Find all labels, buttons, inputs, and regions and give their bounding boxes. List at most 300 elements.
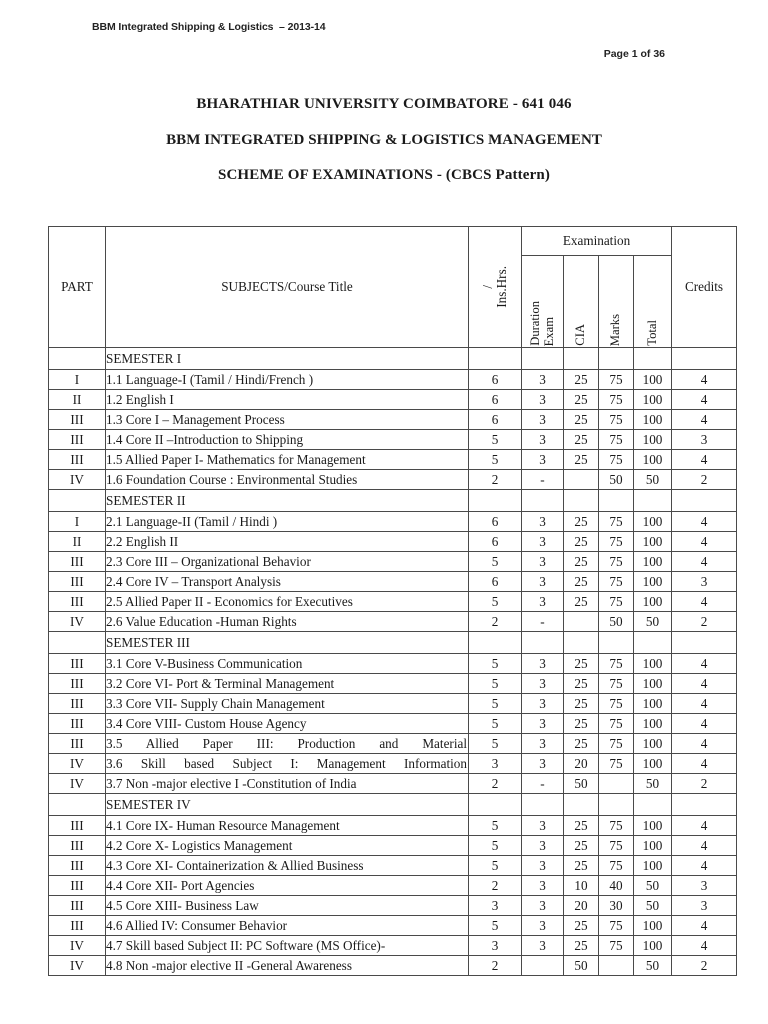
row-total: 100 xyxy=(634,816,672,836)
row-credits: 3 xyxy=(672,896,737,916)
semester-credits-cell xyxy=(672,794,737,816)
row-ins-hrs: 3 xyxy=(469,896,522,916)
table-row xyxy=(49,470,737,490)
row-marks: 75 xyxy=(599,734,634,754)
row-subject-title: 3.3 Core VII- Supply Chain Management xyxy=(106,694,469,714)
row-cia: 25 xyxy=(564,410,599,430)
semester-credits-cell xyxy=(672,490,737,512)
row-subject-title: 2.1 Language-II (Tamil / Hindi ) xyxy=(106,512,469,532)
row-part: III xyxy=(49,896,106,916)
ins-hrs-label: Ins.Hrs. xyxy=(494,266,509,308)
table-row xyxy=(49,856,737,876)
row-part: III xyxy=(49,654,106,674)
row-ins-hrs: 5 xyxy=(469,916,522,936)
row-cia: 25 xyxy=(564,816,599,836)
row-credits: 4 xyxy=(672,836,737,856)
row-part: III xyxy=(49,836,106,856)
row-marks: 75 xyxy=(599,552,634,572)
row-total: 100 xyxy=(634,916,672,936)
table-row xyxy=(49,430,737,450)
row-cia: 25 xyxy=(564,572,599,592)
row-credits: 3 xyxy=(672,572,737,592)
row-exam-duration: 3 xyxy=(522,410,564,430)
row-subject-title: 1.5 Allied Paper I- Mathematics for Management xyxy=(106,450,469,470)
row-marks: 75 xyxy=(599,512,634,532)
row-marks: 75 xyxy=(599,654,634,674)
row-total: 100 xyxy=(634,450,672,470)
row-ins-hrs: 2 xyxy=(469,956,522,976)
row-exam-duration: - xyxy=(522,774,564,794)
row-total: 100 xyxy=(634,694,672,714)
row-credits: 4 xyxy=(672,674,737,694)
semester-ins-hrs-cell xyxy=(469,794,522,816)
row-ins-hrs: 5 xyxy=(469,836,522,856)
row-total: 100 xyxy=(634,654,672,674)
row-credits: 4 xyxy=(672,512,737,532)
semester-marks-cell xyxy=(599,794,634,816)
row-part: IV xyxy=(49,936,106,956)
table-row xyxy=(49,612,737,632)
table-row xyxy=(49,512,737,532)
row-credits: 2 xyxy=(672,774,737,794)
row-ins-hrs: 2 xyxy=(469,876,522,896)
semester-cia-cell xyxy=(564,632,599,654)
row-subject-title: 4.8 Non -major elective II -General Awareness xyxy=(106,956,469,976)
row-marks: 75 xyxy=(599,430,634,450)
column-header-cia xyxy=(564,256,599,348)
column-header-credits: Credits xyxy=(672,227,737,348)
row-total: 100 xyxy=(634,754,672,774)
row-marks xyxy=(599,956,634,976)
row-cia: 25 xyxy=(564,674,599,694)
row-subject-title: 2.6 Value Education -Human Rights xyxy=(106,612,469,632)
row-exam-duration: 3 xyxy=(522,552,564,572)
semester-header-row xyxy=(49,794,737,816)
row-subject-title: 3.2 Core VI- Port & Terminal Management xyxy=(106,674,469,694)
row-cia: 25 xyxy=(564,694,599,714)
row-exam-duration: 3 xyxy=(522,896,564,916)
row-subject-title: 1.4 Core II –Introduction to Shipping xyxy=(106,430,469,450)
column-header-ins-hrs xyxy=(469,227,522,348)
table-row xyxy=(49,592,737,612)
row-subject-title: 4.1 Core IX- Human Resource Management xyxy=(106,816,469,836)
row-ins-hrs: 6 xyxy=(469,410,522,430)
row-total: 50 xyxy=(634,896,672,916)
row-credits: 4 xyxy=(672,532,737,552)
row-marks: 50 xyxy=(599,470,634,490)
semester-total-cell xyxy=(634,794,672,816)
column-header-total xyxy=(634,256,672,348)
title-block xyxy=(0,96,768,184)
row-subject-title: 1.3 Core I – Management Process xyxy=(106,410,469,430)
row-ins-hrs: 5 xyxy=(469,430,522,450)
row-ins-hrs: 5 xyxy=(469,552,522,572)
row-exam-duration: 3 xyxy=(522,694,564,714)
row-exam-duration: 3 xyxy=(522,430,564,450)
row-marks: 75 xyxy=(599,754,634,774)
row-exam-duration: 3 xyxy=(522,654,564,674)
row-marks: 50 xyxy=(599,612,634,632)
row-subject-title: 2.4 Core IV – Transport Analysis xyxy=(106,572,469,592)
row-subject-title: 1.2 English I xyxy=(106,390,469,410)
semester-cia-cell xyxy=(564,794,599,816)
programme-title: BBM INTEGRATED SHIPPING & LOGISTICS MANAGEMENT xyxy=(166,131,602,148)
row-part: III xyxy=(49,856,106,876)
row-ins-hrs: 2 xyxy=(469,612,522,632)
row-ins-hrs: 3 xyxy=(469,754,522,774)
row-exam-duration: 3 xyxy=(522,936,564,956)
cia-label: CIA xyxy=(573,324,588,346)
table-row xyxy=(49,876,737,896)
table-row xyxy=(49,734,737,754)
row-part: III xyxy=(49,714,106,734)
row-exam-duration: 3 xyxy=(522,754,564,774)
row-marks: 75 xyxy=(599,410,634,430)
row-cia xyxy=(564,470,599,490)
row-marks: 75 xyxy=(599,450,634,470)
row-exam-duration: 3 xyxy=(522,512,564,532)
row-part: III xyxy=(49,816,106,836)
row-cia: 20 xyxy=(564,896,599,916)
row-cia: 25 xyxy=(564,936,599,956)
row-cia: 20 xyxy=(564,754,599,774)
row-exam-duration: 3 xyxy=(522,816,564,836)
row-exam-duration: 3 xyxy=(522,390,564,410)
row-part: II xyxy=(49,532,106,552)
scheme-of-examinations-table xyxy=(48,226,737,976)
row-ins-hrs: 5 xyxy=(469,674,522,694)
table-row xyxy=(49,936,737,956)
semester-cia-cell xyxy=(564,490,599,512)
row-credits: 4 xyxy=(672,410,737,430)
row-marks: 75 xyxy=(599,370,634,390)
row-exam-duration: 3 xyxy=(522,714,564,734)
semester-part-cell xyxy=(49,632,106,654)
table-row xyxy=(49,714,737,734)
semester-credits-cell xyxy=(672,348,737,370)
row-credits: 4 xyxy=(672,734,737,754)
row-exam-duration: 3 xyxy=(522,532,564,552)
semester-cia-cell xyxy=(564,348,599,370)
table-row xyxy=(49,654,737,674)
row-credits: 4 xyxy=(672,370,737,390)
row-subject-title: 3.1 Core V-Business Communication xyxy=(106,654,469,674)
row-cia: 25 xyxy=(564,836,599,856)
semester-ins-hrs-cell xyxy=(469,490,522,512)
row-total: 50 xyxy=(634,876,672,896)
row-part: I xyxy=(49,512,106,532)
table-row xyxy=(49,370,737,390)
exam-label: Exam xyxy=(541,316,556,346)
row-part: IV xyxy=(49,956,106,976)
row-credits: 2 xyxy=(672,956,737,976)
row-exam-duration: 3 xyxy=(522,916,564,936)
row-ins-hrs: 6 xyxy=(469,512,522,532)
row-credits: 4 xyxy=(672,714,737,734)
row-ins-hrs: 3 xyxy=(469,936,522,956)
row-exam-duration xyxy=(522,956,564,976)
table-row xyxy=(49,896,737,916)
row-part: III xyxy=(49,694,106,714)
row-subject-title: 3.4 Core VIII- Custom House Agency xyxy=(106,714,469,734)
row-exam-duration: - xyxy=(522,470,564,490)
row-subject-title: 3.6 Skill based Subject I: Management Information xyxy=(106,754,469,774)
duration-label: Duration xyxy=(528,301,543,346)
row-total: 100 xyxy=(634,572,672,592)
table-body xyxy=(49,348,737,976)
row-subject-title: 3.5 Allied Paper III: Production and Material xyxy=(106,734,469,754)
running-header-text: BBM Integrated Shipping & Logistics – 2013-14 xyxy=(92,21,326,33)
row-exam-duration: 3 xyxy=(522,370,564,390)
row-total: 100 xyxy=(634,430,672,450)
row-cia: 50 xyxy=(564,956,599,976)
semester-marks-cell xyxy=(599,348,634,370)
row-subject-title: 4.5 Core XIII- Business Law xyxy=(106,896,469,916)
row-total: 100 xyxy=(634,512,672,532)
column-header-examination: Examination xyxy=(522,227,672,256)
row-cia: 25 xyxy=(564,916,599,936)
row-subject-title: 4.4 Core XII- Port Agencies xyxy=(106,876,469,896)
table-row xyxy=(49,674,737,694)
row-marks xyxy=(599,774,634,794)
row-credits: 4 xyxy=(672,816,737,836)
row-total: 100 xyxy=(634,836,672,856)
row-part: IV xyxy=(49,754,106,774)
semester-label: SEMESTER III xyxy=(106,632,469,654)
row-marks: 40 xyxy=(599,876,634,896)
table-header-row-1 xyxy=(49,227,737,256)
row-total: 50 xyxy=(634,612,672,632)
table-row xyxy=(49,410,737,430)
row-exam-duration: - xyxy=(522,612,564,632)
row-total: 100 xyxy=(634,370,672,390)
semester-marks-cell xyxy=(599,632,634,654)
row-subject-title: 4.6 Allied IV: Consumer Behavior xyxy=(106,916,469,936)
semester-total-cell xyxy=(634,632,672,654)
column-header-marks xyxy=(599,256,634,348)
row-subject-title: 2.5 Allied Paper II - Economics for Executives xyxy=(106,592,469,612)
row-marks: 75 xyxy=(599,532,634,552)
semester-marks-cell xyxy=(599,490,634,512)
table-row xyxy=(49,532,737,552)
table-row xyxy=(49,572,737,592)
row-credits: 2 xyxy=(672,612,737,632)
row-cia: 25 xyxy=(564,512,599,532)
row-cia: 25 xyxy=(564,370,599,390)
row-cia: 25 xyxy=(564,450,599,470)
row-part: III xyxy=(49,876,106,896)
row-subject-title: 4.3 Core XI- Containerization & Allied Business xyxy=(106,856,469,876)
table-header xyxy=(49,227,737,348)
row-exam-duration: 3 xyxy=(522,450,564,470)
row-part: III xyxy=(49,572,106,592)
row-subject-title: 1.6 Foundation Course : Environmental Studies xyxy=(106,470,469,490)
row-cia: 25 xyxy=(564,390,599,410)
column-header-exam-duration xyxy=(522,256,564,348)
row-ins-hrs: 5 xyxy=(469,856,522,876)
row-ins-hrs: 5 xyxy=(469,450,522,470)
row-part: III xyxy=(49,552,106,572)
row-part: I xyxy=(49,370,106,390)
row-total: 100 xyxy=(634,390,672,410)
row-marks: 75 xyxy=(599,592,634,612)
row-subject-title: 2.3 Core III – Organizational Behavior xyxy=(106,552,469,572)
table-row xyxy=(49,552,737,572)
row-marks: 75 xyxy=(599,572,634,592)
row-part: III xyxy=(49,410,106,430)
row-credits: 4 xyxy=(672,694,737,714)
row-credits: 4 xyxy=(672,936,737,956)
row-total: 100 xyxy=(634,856,672,876)
row-exam-duration: 3 xyxy=(522,592,564,612)
row-marks: 75 xyxy=(599,694,634,714)
row-credits: 3 xyxy=(672,876,737,896)
ins-hrs-slash: / xyxy=(480,285,496,289)
row-ins-hrs: 5 xyxy=(469,714,522,734)
row-marks: 75 xyxy=(599,936,634,956)
row-total: 100 xyxy=(634,410,672,430)
row-exam-duration: 3 xyxy=(522,674,564,694)
marks-label: Marks xyxy=(608,313,623,346)
row-cia: 25 xyxy=(564,532,599,552)
row-exam-duration: 3 xyxy=(522,876,564,896)
row-total: 100 xyxy=(634,674,672,694)
row-credits: 4 xyxy=(672,654,737,674)
column-header-part: PART xyxy=(49,227,106,348)
row-ins-hrs: 2 xyxy=(469,774,522,794)
row-cia: 25 xyxy=(564,430,599,450)
row-credits: 4 xyxy=(672,856,737,876)
semester-label: SEMESTER IV xyxy=(106,794,469,816)
semester-ins-hrs-cell xyxy=(469,348,522,370)
row-credits: 4 xyxy=(672,592,737,612)
row-part: II xyxy=(49,390,106,410)
row-part: III xyxy=(49,734,106,754)
scheme-title: SCHEME OF EXAMINATIONS - (CBCS Pattern) xyxy=(217,167,551,183)
row-credits: 3 xyxy=(672,430,737,450)
row-total: 50 xyxy=(634,956,672,976)
table-row xyxy=(49,774,737,794)
row-cia: 25 xyxy=(564,734,599,754)
row-total: 100 xyxy=(634,936,672,956)
row-total: 100 xyxy=(634,532,672,552)
row-ins-hrs: 5 xyxy=(469,816,522,836)
row-marks: 75 xyxy=(599,714,634,734)
row-marks: 75 xyxy=(599,916,634,936)
table-row xyxy=(49,956,737,976)
semester-label: SEMESTER II xyxy=(106,490,469,512)
row-ins-hrs: 6 xyxy=(469,370,522,390)
semester-label: SEMESTER I xyxy=(106,348,469,370)
row-subject-title: 4.2 Core X- Logistics Management xyxy=(106,836,469,856)
row-ins-hrs: 5 xyxy=(469,694,522,714)
row-ins-hrs: 2 xyxy=(469,470,522,490)
row-marks: 75 xyxy=(599,836,634,856)
semester-part-cell xyxy=(49,490,106,512)
row-ins-hrs: 5 xyxy=(469,734,522,754)
row-part: III xyxy=(49,916,106,936)
row-cia: 25 xyxy=(564,714,599,734)
semester-duration-cell xyxy=(522,794,564,816)
row-part: IV xyxy=(49,774,106,794)
row-credits: 4 xyxy=(672,390,737,410)
row-cia: 25 xyxy=(564,592,599,612)
table-row xyxy=(49,836,737,856)
row-total: 100 xyxy=(634,552,672,572)
table-row xyxy=(49,390,737,410)
table-row xyxy=(49,754,737,774)
row-exam-duration: 3 xyxy=(522,836,564,856)
table-row xyxy=(49,916,737,936)
row-cia: 50 xyxy=(564,774,599,794)
scheme-table-container xyxy=(48,226,736,976)
row-ins-hrs: 6 xyxy=(469,572,522,592)
semester-duration-cell xyxy=(522,632,564,654)
row-part: III xyxy=(49,430,106,450)
semester-header-row xyxy=(49,348,737,370)
row-marks: 75 xyxy=(599,390,634,410)
row-credits: 4 xyxy=(672,916,737,936)
row-exam-duration: 3 xyxy=(522,734,564,754)
row-marks: 75 xyxy=(599,674,634,694)
row-credits: 4 xyxy=(672,450,737,470)
table-row xyxy=(49,450,737,470)
table-row xyxy=(49,816,737,836)
semester-total-cell xyxy=(634,348,672,370)
row-total: 100 xyxy=(634,592,672,612)
row-credits: 4 xyxy=(672,552,737,572)
university-title: BHARATHIAR UNIVERSITY COIMBATORE - 641 046 xyxy=(196,96,572,112)
row-cia xyxy=(564,612,599,632)
semester-ins-hrs-cell xyxy=(469,632,522,654)
semester-part-cell xyxy=(49,348,106,370)
row-total: 100 xyxy=(634,734,672,754)
row-cia: 25 xyxy=(564,552,599,572)
row-ins-hrs: 5 xyxy=(469,654,522,674)
semester-total-cell xyxy=(634,490,672,512)
row-part: III xyxy=(49,592,106,612)
semester-duration-cell xyxy=(522,490,564,512)
row-credits: 4 xyxy=(672,754,737,774)
row-exam-duration: 3 xyxy=(522,572,564,592)
row-subject-title: 3.7 Non -major elective I -Constitution of India xyxy=(106,774,469,794)
column-header-subject: SUBJECTS/Course Title xyxy=(106,227,469,348)
row-part: III xyxy=(49,674,106,694)
semester-credits-cell xyxy=(672,632,737,654)
row-marks: 75 xyxy=(599,816,634,836)
row-cia: 25 xyxy=(564,856,599,876)
row-total: 100 xyxy=(634,714,672,734)
semester-duration-cell xyxy=(522,348,564,370)
semester-header-row xyxy=(49,632,737,654)
row-subject-title: 1.1 Language-I (Tamil / Hindi/French ) xyxy=(106,370,469,390)
row-ins-hrs: 5 xyxy=(469,592,522,612)
row-part: III xyxy=(49,450,106,470)
total-label: Total xyxy=(644,320,659,346)
row-cia: 10 xyxy=(564,876,599,896)
row-credits: 2 xyxy=(672,470,737,490)
row-subject-title: 2.2 English II xyxy=(106,532,469,552)
row-total: 50 xyxy=(634,774,672,794)
row-subject-title: 4.7 Skill based Subject II: PC Software (MS Office)- xyxy=(106,936,469,956)
row-part: IV xyxy=(49,470,106,490)
page-number-label: Page 1 of 36 xyxy=(603,48,665,60)
semester-header-row xyxy=(49,490,737,512)
row-marks: 30 xyxy=(599,896,634,916)
row-ins-hrs: 6 xyxy=(469,532,522,552)
semester-part-cell xyxy=(49,794,106,816)
row-ins-hrs: 6 xyxy=(469,390,522,410)
